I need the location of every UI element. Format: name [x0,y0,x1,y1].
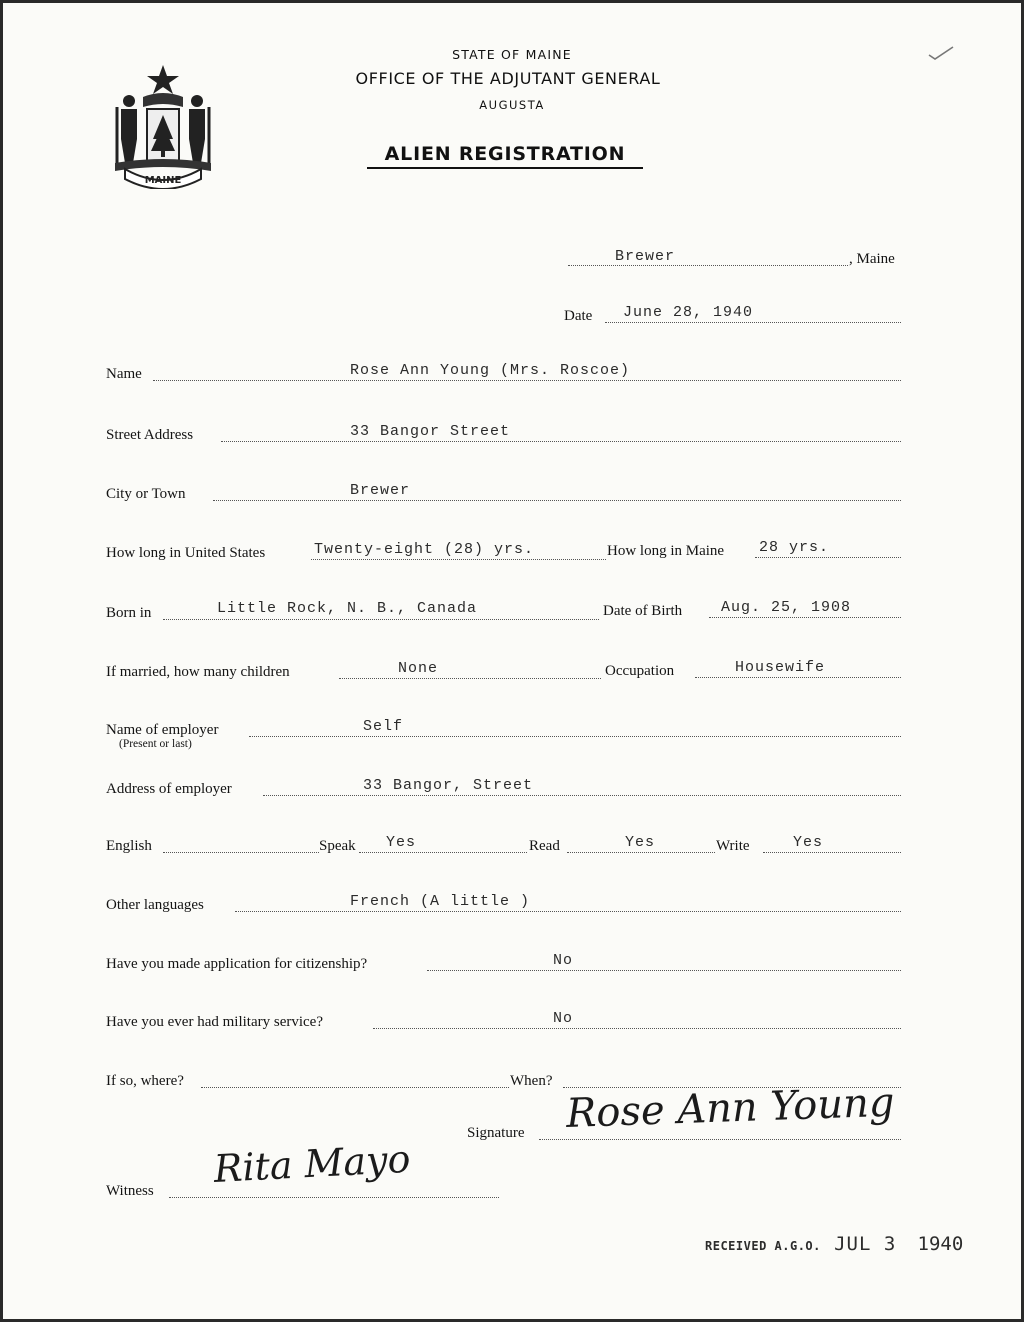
where-label: If so, where? [106,1073,184,1089]
read-label: Read [529,838,560,854]
street-label: Street Address [106,427,194,443]
speak-line [359,852,527,853]
employer-sublabel: (Present or last) [119,738,192,750]
employer-value: Self [363,718,404,735]
name-value: Rose Ann Young (Mrs. Roscoe) [350,362,631,379]
children-value: None [398,660,439,677]
other-languages-value: French (A little ) [350,893,531,910]
other-languages-label: Other languages [106,897,204,913]
maine-years-label: How long in Maine [607,543,725,559]
seal-text: MAINE [144,175,182,186]
dob-label: Date of Birth [603,603,683,619]
citizenship-value: No [553,952,574,969]
date-line [605,322,901,323]
occupation-line [695,677,901,678]
city-value: Brewer [350,482,411,499]
citizenship-line [427,970,901,971]
city-label: City or Town [106,486,186,502]
received-stamp [705,1233,963,1255]
maine-years-line [755,557,901,558]
employer-address-label: Address of employer [106,781,232,797]
write-line [763,852,901,853]
dob-line [709,617,901,618]
city-line [213,500,901,501]
read-value: Yes [625,834,656,851]
state-label: , Maine [849,251,895,267]
stamp-month-day: JUL 3 [834,1233,897,1255]
signature-line [539,1139,901,1140]
where-line [201,1087,509,1088]
street-value: 33 Bangor Street [350,423,511,440]
speak-label: Speak [319,838,356,854]
other-languages-line [235,911,901,912]
check-mark-icon [927,43,957,63]
born-in-label: Born in [106,605,152,621]
header-office: OFFICE OF THE ADJUTANT GENERAL [355,69,661,88]
signature-label: Signature [467,1125,525,1141]
stamp-year: 1940 [917,1233,964,1255]
write-value: Yes [793,834,824,851]
english-label: English [106,838,152,854]
children-label: If married, how many children [106,664,290,680]
occupation-label: Occupation [605,663,675,679]
when-label: When? [510,1073,553,1089]
signature-value: Rose Ann Young [565,1079,896,1137]
street-line [221,441,901,442]
witness-label: Witness [106,1183,154,1199]
english-line [163,852,319,853]
citizenship-label: Have you made application for citizenship? [106,956,368,972]
military-label: Have you ever had military service? [106,1014,323,1030]
witness-signature: Rita Mayo [212,1136,412,1191]
name-line [153,380,901,381]
children-line [339,678,601,679]
dob-value: Aug. 25, 1908 [721,599,852,616]
us-years-line [311,559,606,560]
witness-line [169,1197,499,1198]
us-years-label: How long in United States [106,545,266,561]
employer-address-value: 33 Bangor, Street [363,777,534,794]
born-in-value: Little Rock, N. B., Canada [217,600,478,617]
employer-line [249,736,901,737]
alien-registration-form [3,3,1021,1319]
header-city: AUGUSTA [479,98,545,112]
date-value: June 28, 1940 [623,304,754,321]
speak-value: Yes [386,834,417,851]
town-line [568,265,848,266]
occupation-value: Housewife [735,659,826,676]
born-in-line [163,619,599,620]
military-line [373,1028,901,1029]
header-state: STATE OF MAINE [452,47,572,62]
town-value: Brewer [615,248,676,265]
us-years-value: Twenty-eight (28) yrs. [314,541,535,558]
maine-years-value: 28 yrs. [759,539,830,556]
military-value: No [553,1010,574,1027]
page-title: ALIEN REGISTRATION [367,143,643,169]
write-label: Write [716,838,750,854]
name-label: Name [106,366,142,382]
read-line [567,852,715,853]
stamp-received-label: RECEIVED A.G.O. [705,1239,821,1253]
employer-label: Name of employer [106,722,219,738]
date-label: Date [564,308,593,324]
employer-address-line [263,795,901,796]
